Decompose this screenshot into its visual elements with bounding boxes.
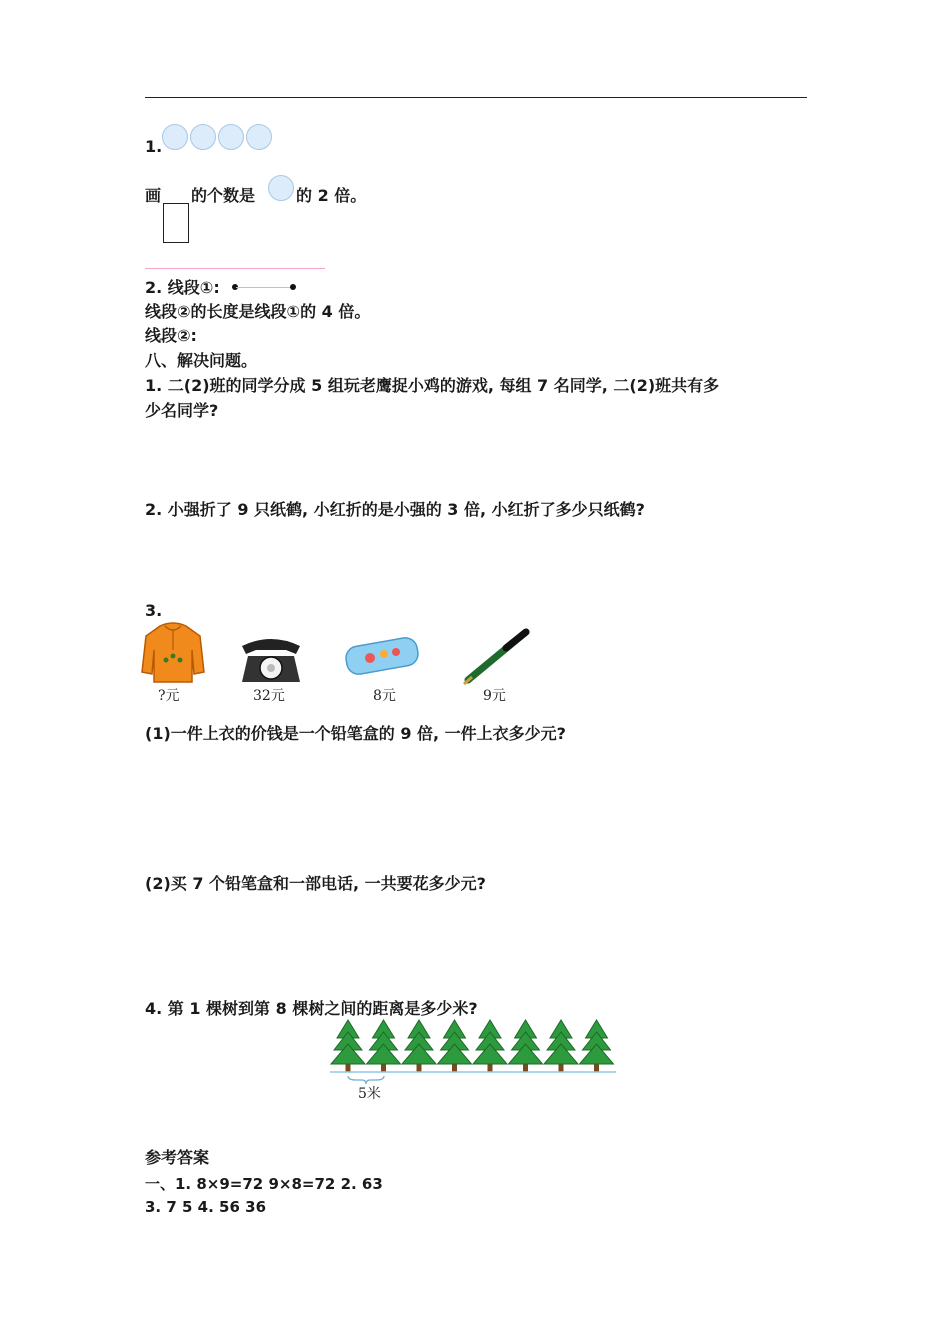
answer-box[interactable] (163, 203, 189, 243)
question-number: 1. (145, 137, 163, 156)
answers-line2: 3. 7 5 4. 56 36 (145, 1198, 267, 1216)
price-label: 9元 (483, 688, 506, 704)
question-3-1: (1)一件上衣的价钱是一个铅笔盒的 9 倍, 一件上衣多少元? (145, 724, 566, 743)
segment-one (236, 287, 292, 288)
question-1-line2: 少名同学? (145, 401, 219, 420)
answers-line1: 一、1. 8×9=72 9×8=72 2. 63 (145, 1175, 383, 1193)
divider-line (145, 268, 325, 269)
question-2: 2. 小强折了 9 只纸鹤, 小红折的是小强的 3 倍, 小红折了多少只纸鹤? (145, 500, 645, 519)
draw-text-suffix: 的 2 倍。 (296, 186, 367, 205)
answers-heading: 参考答案 (145, 1148, 210, 1167)
circle-icon (268, 175, 294, 201)
jacket-icon (140, 620, 206, 684)
segment-line1: 2. 线段①: (145, 278, 220, 297)
tree-icon (544, 1020, 578, 1072)
draw-text-prefix: 画 (145, 186, 162, 205)
section-heading: 八、解决问题。 (145, 351, 258, 370)
price-label: 32元 (253, 688, 285, 704)
tree-icon (473, 1020, 507, 1072)
tree-icon (367, 1020, 401, 1072)
circle-icon (218, 124, 244, 150)
pencil-case-icon (342, 632, 422, 678)
circle-icon (246, 124, 272, 150)
tree-icon (402, 1020, 436, 1072)
price-label: ?元 (158, 688, 180, 704)
price-label: 8元 (373, 688, 396, 704)
telephone-icon (238, 632, 304, 684)
pen-icon (460, 626, 532, 686)
draw-text-mid: 的个数是 (191, 186, 256, 205)
header-rule (145, 97, 807, 98)
tree-icon (580, 1020, 614, 1072)
circle-icon (162, 124, 188, 150)
segment-line2: 线段②的长度是线段①的 4 倍。 (145, 302, 371, 321)
tree-gap-label: 5米 (358, 1086, 381, 1102)
tree-icon (331, 1020, 365, 1072)
question-1-line1: 1. 二(2)班的同学分成 5 组玩老鹰捉小鸡的游戏, 每组 7 名同学, 二(2)班共有多 (145, 376, 720, 395)
tree-icon (438, 1020, 472, 1072)
circle-icon (190, 124, 216, 150)
segment-end-dot (290, 284, 296, 290)
segment-line3: 线段②: (145, 326, 197, 345)
tree-icon (509, 1020, 543, 1072)
question-3-number: 3. (145, 601, 163, 620)
question-4: 4. 第 1 棵树到第 8 棵树之间的距离是多少米? (145, 999, 478, 1018)
question-3-2: (2)买 7 个铅笔盒和一部电话, 一共要花多少元? (145, 874, 486, 893)
